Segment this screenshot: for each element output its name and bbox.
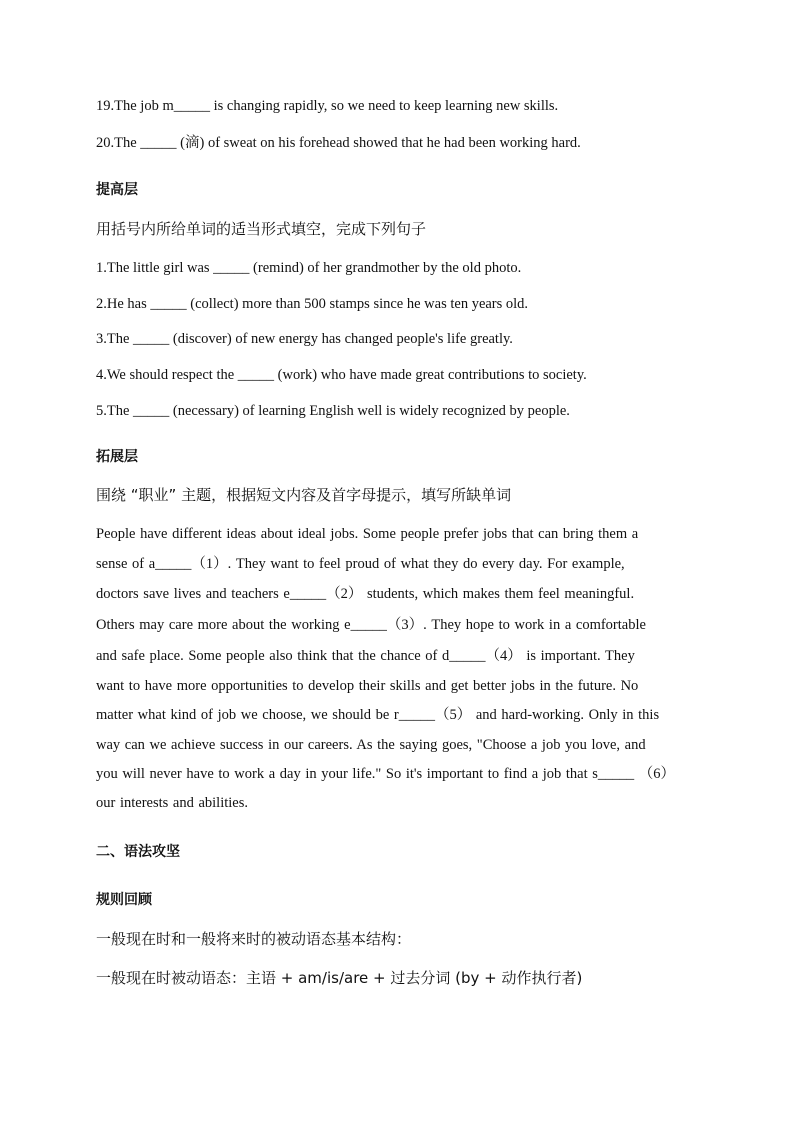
- advanced-instruction: 用括号内所给单词的适当形式填空，完成下列句子: [96, 220, 427, 238]
- passage-line: you will never have to work a day in your life." So it's important to find a job that s_____ （6）: [96, 766, 676, 782]
- advanced-question-4: 4.We should respect the _____ (work) who have made great contributions to society.: [96, 367, 587, 383]
- passage-line: doctors save lives and teachers e_____（2） students, which makes them feel meaningful.: [96, 586, 635, 602]
- grammar-intro: 一般现在时和一般将来时的被动语态基本结构：: [96, 930, 412, 948]
- passage-line: way can we achieve success in our careers. As the saying goes, "Choose a job you love, and: [96, 737, 646, 753]
- passage-line: Others may care more about the working e_____（3）. They hope to work in a comfortable: [96, 617, 646, 633]
- advanced-question-1: 1.The little girl was _____ (remind) of her grandmother by the old photo.: [96, 260, 522, 276]
- passage-line: matter what kind of job we choose, we should be r_____（5） and hard-working. Only in this: [96, 707, 660, 723]
- advanced-question-2: 2.He has _____ (collect) more than 500 stamps since he was ten years old.: [96, 296, 529, 312]
- advanced-question-3: 3.The _____ (discover) of new energy has changed people's life greatly.: [96, 331, 513, 347]
- grammar-rule-present-passive: 一般现在时被动语态：主语 + am/is/are + 过去分词 (by + 动作执行者): [96, 969, 583, 987]
- question-19: 19.The job m_____ is changing rapidly, so we need to keep learning new skills.: [96, 98, 559, 114]
- grammar-sub-heading: 规则回顾: [96, 892, 152, 908]
- passage-line: People have different ideas about ideal jobs. Some people prefer jobs that can bring them a: [96, 526, 639, 542]
- passage-line: sense of a_____（1）. They want to feel proud of what they do every day. For example,: [96, 556, 625, 572]
- grammar-section-heading: 二、语法攻坚: [96, 844, 180, 860]
- passage-line: and safe place. Some people also think that the chance of d_____（4） is important. They: [96, 648, 635, 664]
- advanced-question-5: 5.The _____ (necessary) of learning English well is widely recognized by people.: [96, 403, 570, 419]
- question-20: 20.The _____ (滴) of sweat on his forehead showed that he had been working hard.: [96, 135, 581, 151]
- extension-instruction: 围绕 “职业” 主题，根据短文内容及首字母提示，填写所缺单词: [96, 486, 512, 504]
- passage-line: want to have more opportunities to develop their skills and get better jobs in the future. No: [96, 678, 639, 694]
- extension-heading: 拓展层: [96, 449, 138, 465]
- passage-line: our interests and abilities.: [96, 795, 248, 811]
- advanced-heading: 提高层: [96, 182, 138, 198]
